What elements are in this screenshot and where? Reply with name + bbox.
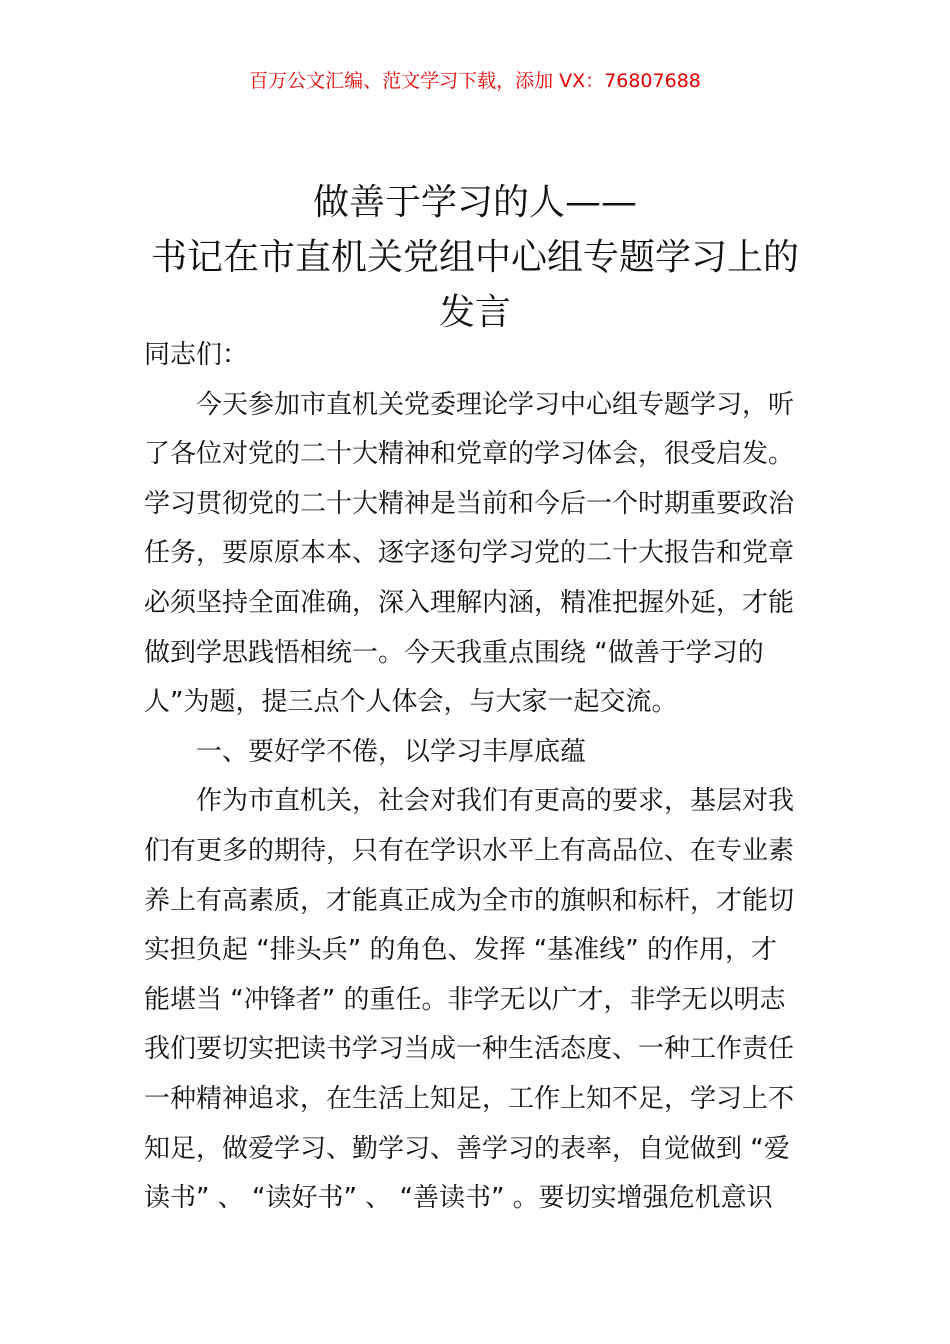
paragraph-line: 们有更多的期待，只有在学识水平上有高品位、在专业素 xyxy=(144,835,795,866)
paragraph-line: 人”为题，提三点个人体会，与大家一起交流。 xyxy=(144,687,678,718)
paragraph-line: 养上有高素质，才能真正成为全市的旗帜和标杆，才能切 xyxy=(144,885,795,916)
greeting-line: 同志们： xyxy=(144,340,249,370)
paragraph-line: 读书” 、 “读好书” 、 “善读书” 。要切实增强危机意识 xyxy=(144,1183,773,1214)
paragraph-line: 做到学思践悟相统一。今天我重点围绕 “做善于学习的 xyxy=(144,637,764,668)
paragraph-line: 今天参加市直机关党委理论学习中心组专题学习，听 xyxy=(196,389,795,420)
title-line: 书记在市直机关党组中心组专题学习上的 xyxy=(150,237,799,278)
paragraph-line: 一种精神追求，在生活上知足，工作上知不足，学习上不 xyxy=(144,1083,795,1114)
paragraph-line: 任务，要原原本本、逐字逐句学习党的二十大报告和党章 xyxy=(144,538,795,569)
document-body xyxy=(144,331,809,1224)
paragraph-line: 作为市直机关，社会对我们有更高的要求，基层对我 xyxy=(196,786,795,817)
paragraph-line: 能堪当 “冲锋者” 的重任。非学无以广才，非学无以明志 xyxy=(144,984,786,1015)
paragraph-line: 学习贯彻党的二十大精神是当前和今后一个时期重要政治 xyxy=(144,488,795,519)
header-note: 百万公文汇编、范文学习下载，添加 VX：76807688 xyxy=(249,70,701,92)
section-heading: 一、要好学不倦，以学习丰厚底蕴 xyxy=(196,736,587,767)
title-line: 做善于学习的人—— xyxy=(312,182,637,223)
paragraph-line: 实担负起 “排头兵” 的角色、发挥 “基准线” 的作用，才 xyxy=(144,935,777,966)
paragraph-line: 知足，做爱学习、勤学习、善学习的表率，自觉做到 “爱 xyxy=(144,1133,790,1164)
document-title xyxy=(100,175,850,340)
paragraph-line: 了各位对党的二十大精神和党章的学习体会，很受启发。 xyxy=(144,439,795,470)
paragraph-line: 必须坚持全面准确，深入理解内涵，精准把握外延，才能 xyxy=(144,587,795,618)
paragraph-line: 我们要切实把读书学习当成一种生活态度、一种工作责任 xyxy=(144,1034,795,1065)
title-line: 发言 xyxy=(438,292,511,333)
